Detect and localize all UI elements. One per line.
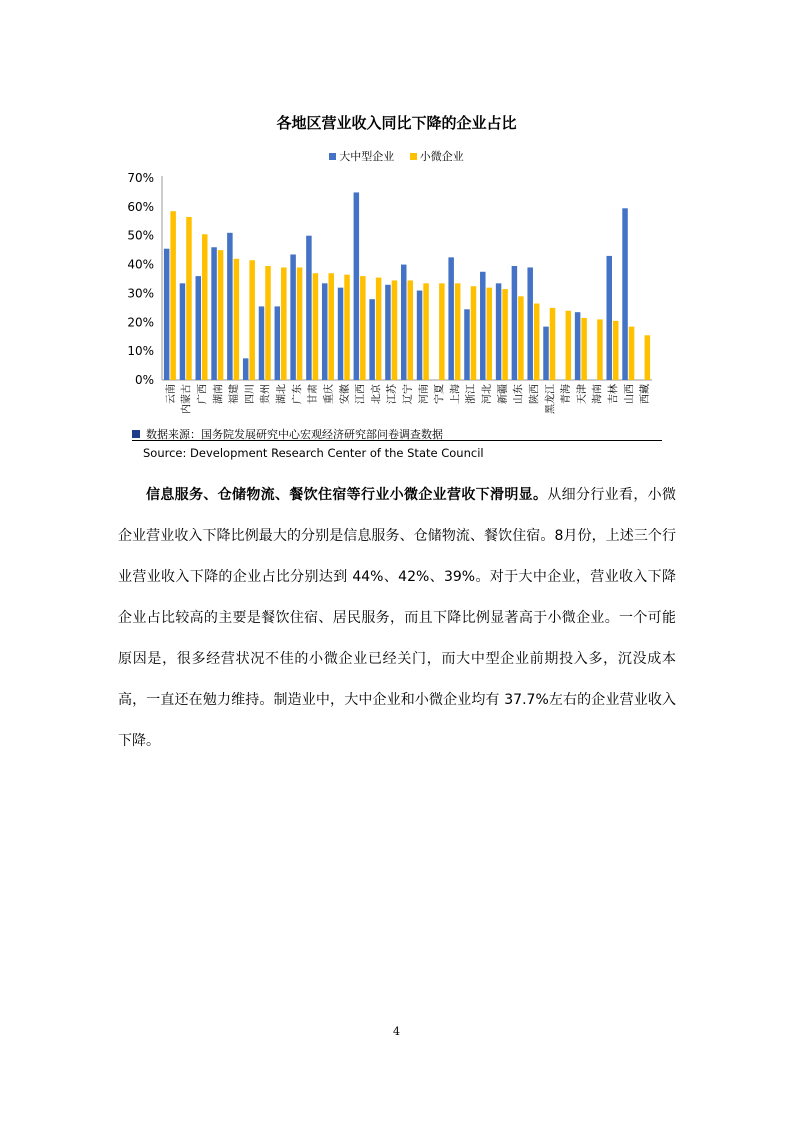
source-divider (132, 440, 662, 441)
bar-small-micro (408, 280, 414, 380)
bar-chart (0, 0, 793, 430)
source-en-text: Source: Development Research Center of the State Council (143, 446, 484, 460)
bar-large-medium (543, 327, 549, 380)
bar-small-micro (629, 327, 635, 380)
y-tick-label: 50% (127, 228, 154, 243)
bar-large-medium (211, 247, 217, 380)
bar-large-medium (448, 257, 454, 380)
bar-small-micro (613, 321, 619, 380)
y-tick-label: 10% (127, 344, 154, 359)
x-tick-label: 江西 (355, 384, 367, 404)
bar-small-micro (281, 267, 287, 380)
bar-small-micro (170, 211, 176, 380)
bar-large-medium (369, 299, 375, 380)
bar-small-micro (566, 311, 572, 380)
x-tick-label: 辽宁 (403, 384, 414, 404)
bar-small-micro (534, 304, 540, 380)
bar-large-medium (354, 192, 360, 380)
bar-large-medium (464, 309, 470, 380)
bar-large-medium (275, 306, 281, 380)
bar-small-micro (581, 318, 587, 380)
bar-small-micro (471, 286, 477, 380)
y-tick-label: 20% (127, 315, 154, 330)
bar-large-medium (306, 236, 312, 380)
bar-large-medium (606, 256, 612, 380)
x-tick-label: 山东 (513, 384, 525, 404)
x-tick-label: 西藏 (640, 384, 652, 404)
x-tick-label: 河南 (418, 384, 430, 404)
x-tick-label: 江苏 (387, 384, 399, 404)
y-tick-label: 70% (127, 171, 154, 185)
bar-small-micro (313, 273, 319, 380)
bar-large-medium (164, 249, 170, 380)
paragraph-lead: 信息服务、仓储物流、餐饮住宿等行业小微企业营收下滑明显。 (146, 487, 548, 503)
x-tick-label: 海南 (592, 384, 604, 404)
source-bullet (132, 430, 140, 438)
x-tick-label: 安徽 (339, 384, 351, 404)
bar-large-medium (227, 233, 233, 380)
bar-small-micro (423, 283, 429, 380)
x-tick-label: 四川 (244, 384, 256, 404)
x-tick-label: 广东 (292, 384, 304, 404)
bar-large-medium (180, 283, 186, 380)
bar-small-micro (186, 217, 192, 380)
bar-small-micro (597, 319, 603, 380)
bar-large-medium (417, 291, 423, 380)
x-tick-label: 福建 (229, 384, 241, 404)
bar-small-micro (328, 273, 334, 380)
bar-large-medium (527, 267, 533, 380)
body-paragraph (118, 475, 676, 762)
bar-large-medium (480, 272, 486, 380)
bar-large-medium (512, 266, 517, 380)
x-tick-label: 重庆 (323, 384, 335, 404)
bar-large-medium (401, 265, 407, 380)
x-tick-label: 广西 (197, 384, 209, 404)
x-tick-label: 贵州 (260, 384, 272, 404)
legend-label-small: 小微企业 (419, 150, 464, 163)
x-tick-label: 山西 (624, 384, 636, 404)
x-tick-label: 天津 (576, 384, 588, 404)
bar-large-medium (243, 358, 249, 380)
y-tick-label: 0% (134, 373, 154, 387)
x-tick-label: 浙江 (466, 384, 478, 404)
bar-large-medium (196, 276, 202, 380)
bar-large-medium (496, 283, 502, 380)
bar-large-medium (338, 288, 344, 380)
x-tick-label: 吉林 (608, 384, 620, 404)
bar-small-micro (297, 267, 303, 380)
x-tick-label: 北京 (371, 384, 383, 404)
bar-large-medium (322, 283, 328, 380)
bar-large-medium (622, 208, 628, 380)
bar-small-micro (392, 280, 398, 380)
y-tick-label: 60% (127, 199, 154, 214)
paragraph-text: 从细分行业看，小微企业营业收入下降比例最大的分别是信息服务、仓储物流、餐饮住宿。8月份，上述三个行业营业收入下降的企业占比分别达到 44%、42%、39%。对于大中企业，营业收入下降企业占比较高的主要是餐饮住宿、居民服务，而且下降比例显著高于小微企业。一个可能原因是，很多经营状况不佳的小微企业已经关门，而大中型企业前期投入多，沉没成本高，一直还在勉力维持。制造业中，大中企业和小微企业均有 37.7%左右的企业营业收入下降。 (118, 487, 677, 749)
bar-small-micro (502, 289, 508, 380)
x-tick-label: 宁夏 (434, 384, 446, 404)
bar-small-micro (376, 278, 382, 380)
x-tick-label: 新疆 (497, 384, 509, 404)
bar-small-micro (645, 335, 651, 380)
x-tick-label: 黑龙江 (545, 384, 557, 414)
source-zh-text: 数据来源：国务院发展研究中心宏观经济研究部问卷调查数据 (146, 428, 443, 441)
bar-small-micro (202, 234, 208, 380)
bar-small-micro (234, 259, 240, 380)
y-tick-label: 40% (127, 257, 154, 272)
x-tick-label: 陕西 (529, 384, 541, 404)
bar-large-medium (575, 312, 581, 380)
chart-title: 各地区营业收入同比下降的企业占比 (276, 114, 517, 132)
bar-large-medium (290, 254, 296, 380)
bar-small-micro (249, 260, 255, 380)
x-tick-label: 甘肃 (308, 384, 320, 404)
bar-large-medium (259, 306, 265, 380)
page-number: 4 (393, 1025, 400, 1038)
bar-small-micro (218, 250, 224, 380)
y-tick-label: 30% (127, 286, 154, 301)
bar-small-micro (518, 296, 524, 380)
x-tick-label: 青海 (561, 384, 573, 404)
bar-small-micro (550, 308, 556, 380)
bar-large-medium (385, 285, 391, 380)
bar-small-micro (265, 266, 271, 380)
x-tick-label: 湖南 (213, 384, 225, 404)
bar-small-micro (439, 283, 445, 380)
x-tick-label: 云南 (165, 384, 177, 404)
bar-small-micro (487, 288, 493, 380)
x-tick-label: 河北 (482, 384, 494, 404)
x-tick-label: 上海 (450, 384, 462, 404)
bar-small-micro (344, 275, 350, 380)
legend-label-large: 大中型企业 (339, 150, 395, 163)
x-tick-label: 内蒙古 (181, 384, 193, 414)
x-tick-label: 湖北 (276, 384, 288, 404)
bar-small-micro (360, 276, 366, 380)
bar-small-micro (455, 283, 461, 380)
